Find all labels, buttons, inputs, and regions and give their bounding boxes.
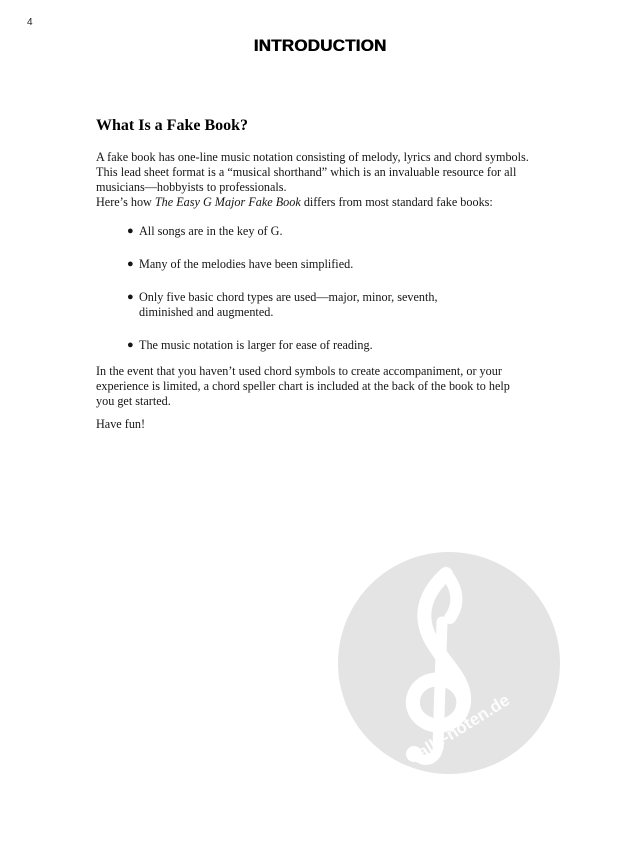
list-item-text: Only five basic chord types are used—major, minor, seventh, [139,290,438,304]
intro-line-4-prefix: Here’s how [96,195,155,209]
intro-line-3: musicians—hobbyists to professionals. [96,180,287,194]
closing-line-1: In the event that you haven’t used chord symbols to create accompaniment, or your [96,364,502,378]
bullet-icon: ● [127,258,134,270]
intro-line-4-suffix: differs from most standard fake books: [300,195,493,209]
intro-line-1: A fake book has one-line music notation consisting of melody, lyrics and chord symbols. [96,150,529,164]
bullet-icon: ● [127,339,134,351]
list-item-text: Many of the melodies have been simplified. [139,257,354,271]
section-heading: What Is a Fake Book? [96,117,249,134]
treble-clef-watermark-icon [338,552,560,774]
page-number: 4 [27,17,33,28]
list-item [127,257,547,272]
list-item-text: All songs are in the key of G. [139,224,283,238]
closing-line-2: experience is limited, a chord speller chart is included at the back of the book to help [96,379,510,393]
feature-list [127,224,547,371]
bullet-icon: ● [127,291,134,303]
list-item-text-continued: diminished and augmented. [139,305,274,319]
list-item [127,224,547,239]
sign-off: Have fun! [96,417,146,431]
closing-paragraph [96,364,546,409]
page-title: INTRODUCTION [253,36,387,55]
intro-paragraph [96,150,546,210]
intro-line-4 [96,195,546,210]
list-item [127,338,547,353]
bullet-icon: ● [127,225,134,237]
list-item-text: The music notation is larger for ease of reading. [139,338,373,352]
book-title: The Easy G Major Fake Book [154,195,301,209]
list-item [127,290,547,320]
watermark-text: alle-noten.de [414,690,514,763]
closing-line-3: you get started. [96,394,171,408]
intro-line-2: This lead sheet format is a “musical shorthand” which is an invaluable resource for all [96,165,517,179]
